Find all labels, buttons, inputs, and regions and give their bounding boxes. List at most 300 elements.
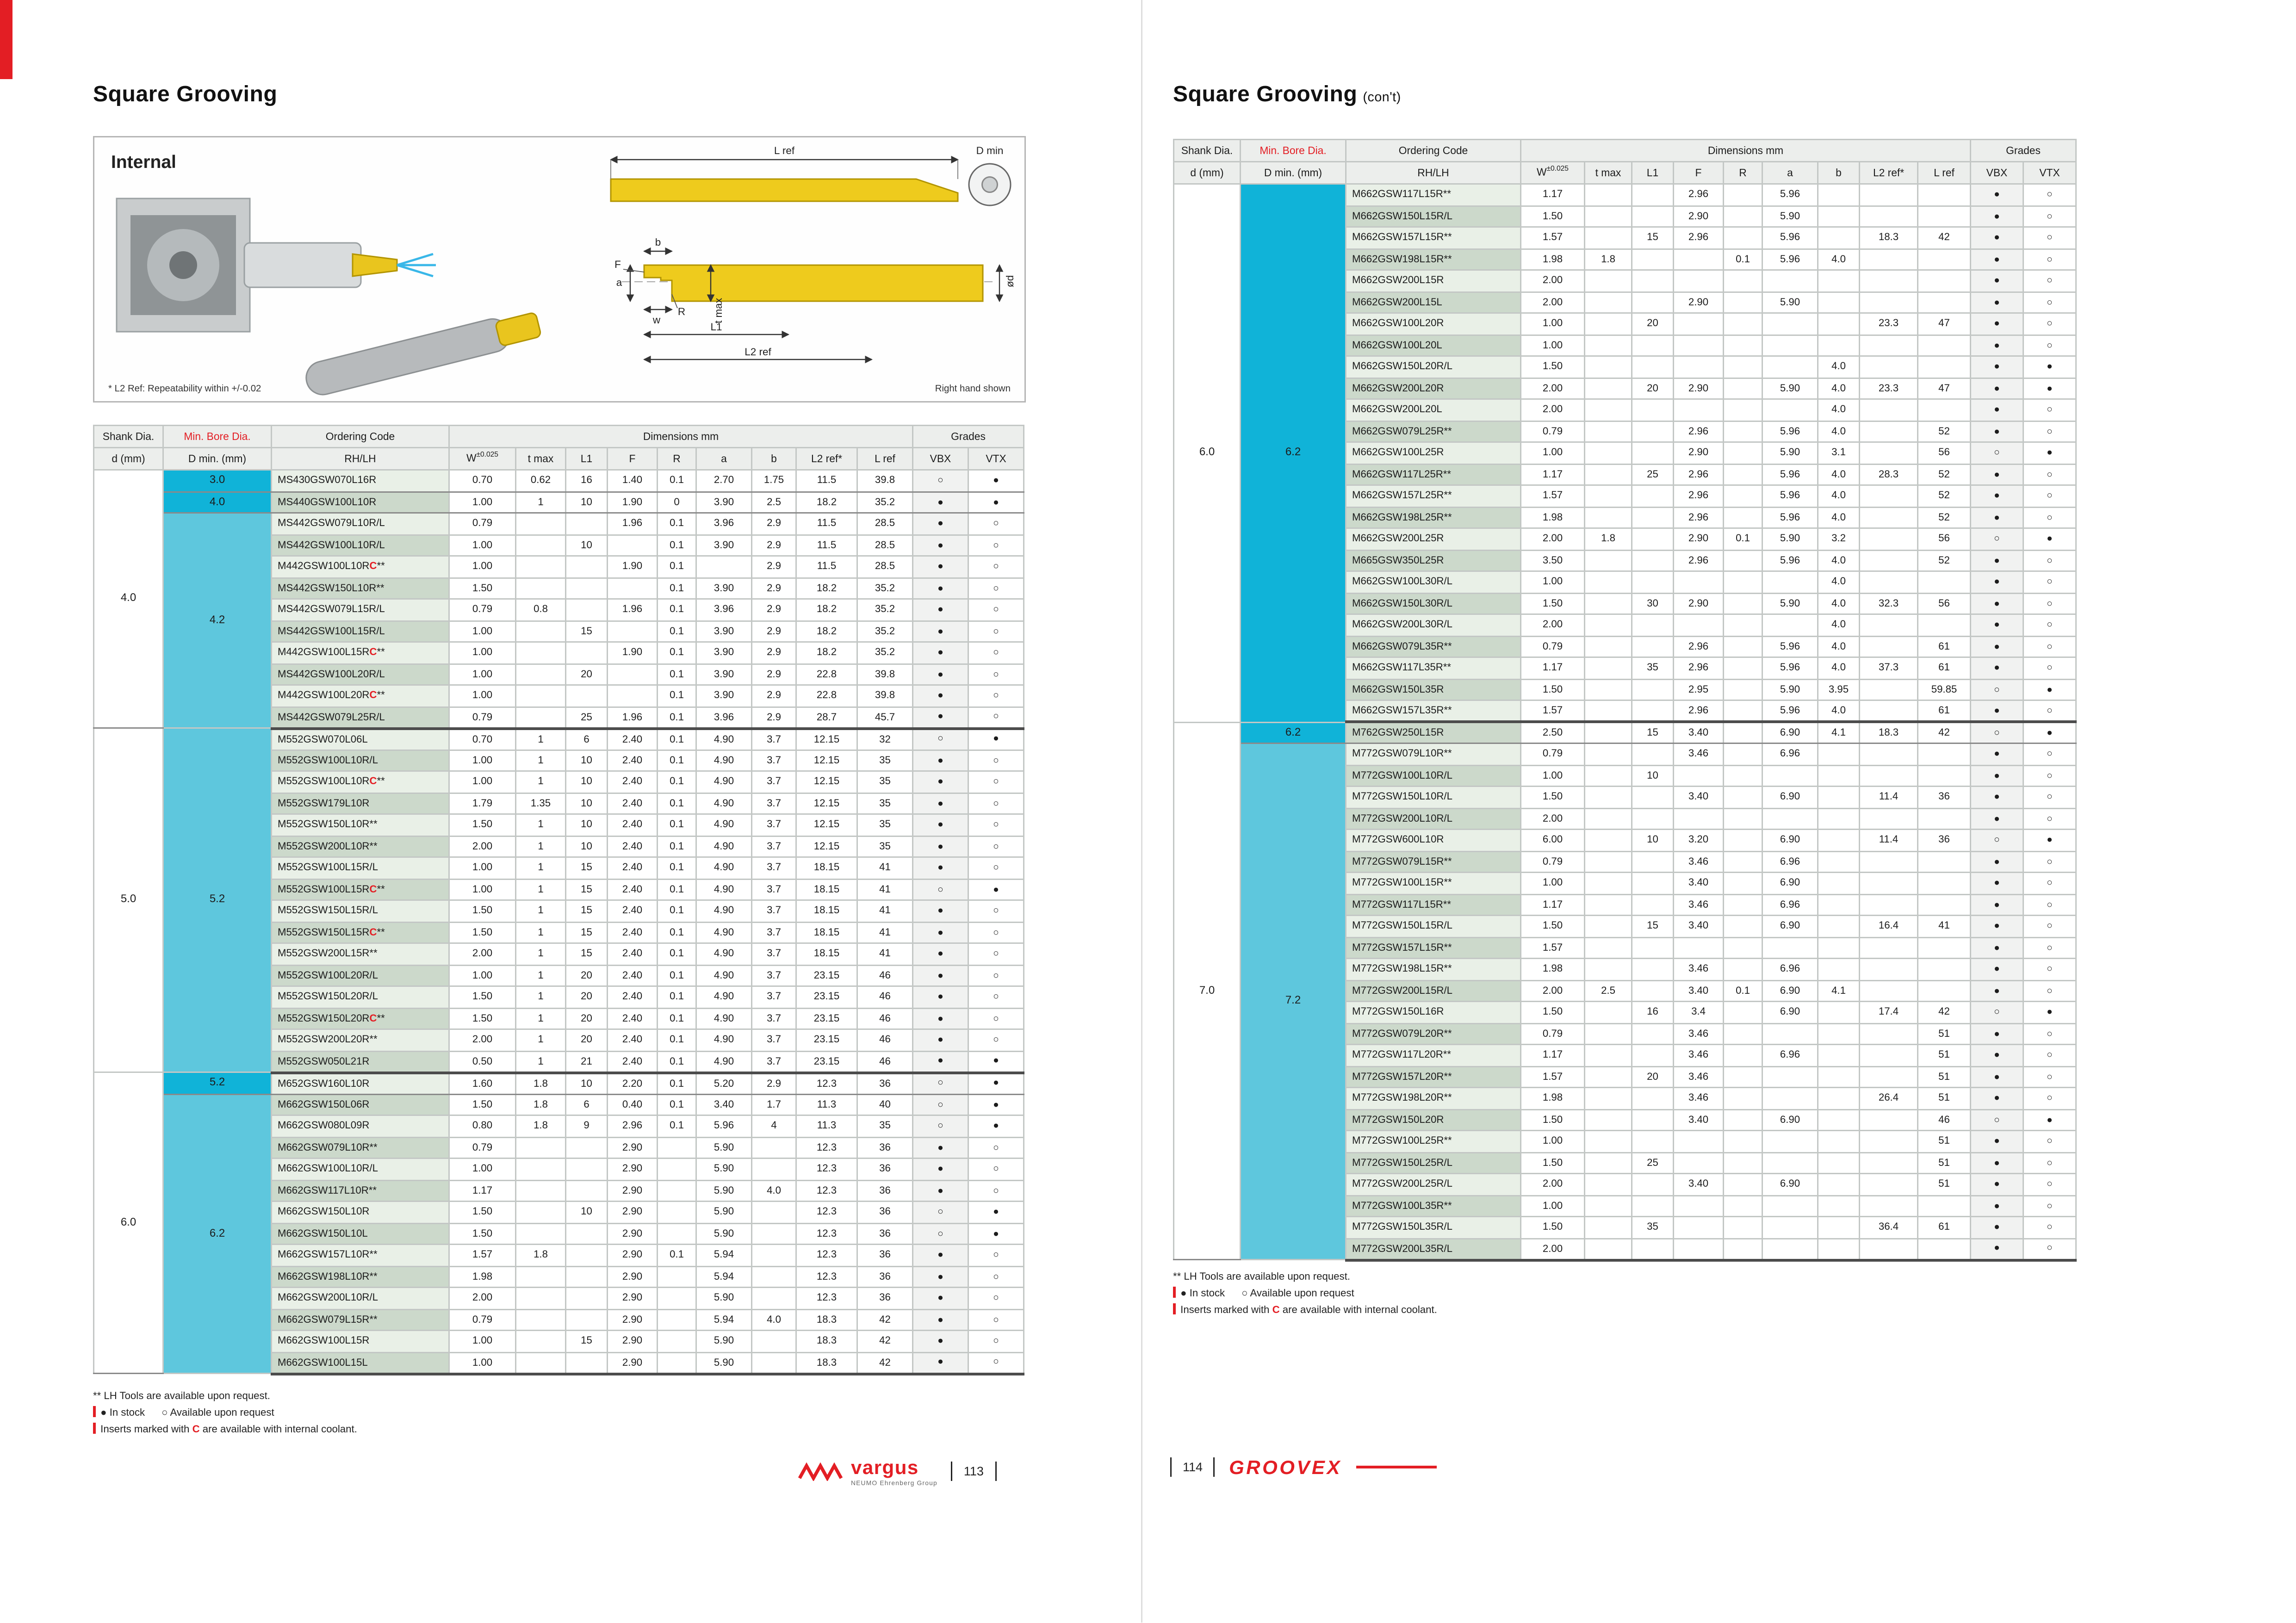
vargus-wordmark: vargus [851,1456,919,1478]
dim-cell: 2.96 [1674,421,1724,442]
dim-cell: 4.90 [696,750,752,771]
on-request-circle-icon: ○ [2047,599,2053,609]
dim-cell [1762,937,1818,959]
dim-cell [1860,873,1918,894]
vbx-grade-cell [913,771,968,793]
on-request-circle-icon: ○ [2047,470,2053,480]
dim-cell: 39.8 [857,685,913,707]
on-request-circle-icon: ○ [937,734,943,744]
dim-cell: 4.1 [1818,722,1860,743]
vbx-grade-cell [913,1072,968,1094]
vbx-grade-cell [913,879,968,900]
vbx-grade-cell [913,1223,968,1245]
dim-cell: 0.1 [658,620,696,642]
dim-cell [1632,894,1674,916]
dim-cell: 1.79 [449,793,516,814]
dim-cell: 2.40 [608,771,658,793]
dim-cell: 4.0 [1818,485,1860,507]
dim-cell: 3.7 [752,943,796,965]
dim-cell: 35 [1632,657,1674,679]
vtx-grade-cell [968,922,1024,943]
dim-cell: 6.96 [1762,743,1818,765]
dim-cell: 46 [857,1051,913,1072]
vbx-grade-cell [1971,722,2023,743]
in-stock-dot-icon: ● [937,971,943,981]
dim-cell: 2.9 [752,577,796,599]
vtx-grade-cell [2023,1131,2076,1152]
dim-cell: 0.79 [449,599,516,621]
in-stock-dot-icon: ● [1994,513,2000,523]
on-request-circle-icon: ○ [993,906,999,917]
dim-cell: 2.90 [608,1352,658,1374]
dim-cell [1724,765,1762,787]
dim-cell: 3.7 [752,965,796,986]
dim-cell: 1.8 [516,1245,566,1266]
vtx-grade-cell [2023,679,2076,700]
in-stock-dot-icon: ● [937,712,943,722]
on-request-circle-icon: ○ [937,1208,943,1218]
vbx-grade-cell [1971,550,2023,571]
dim-cell: 3.7 [752,857,796,879]
vbx-grade-cell [913,491,968,513]
dim-cell: 2.40 [608,1051,658,1072]
column-group-header: Grades [913,426,1024,448]
vbx-grade-cell [1971,851,2023,873]
vtx-grade-cell [2023,765,2076,787]
dim-cell [1762,1217,1818,1239]
dim-cell: 3.7 [752,1008,796,1029]
dim-cell [1632,851,1674,873]
vtx-grade-cell [968,793,1024,814]
dim-cell: 20 [566,1008,608,1029]
dim-cell [1762,335,1818,356]
dim-cell: 3.40 [1674,916,1724,937]
on-request-circle-icon: ○ [993,777,999,787]
on-request-circle-icon: ○ [1994,448,2000,458]
vtx-grade-cell [2023,980,2076,1002]
dim-cell: 1.00 [1521,313,1585,335]
dim-cell [1632,679,1674,700]
column-header: VTX [968,448,1024,470]
dim-cell: 0.1 [658,814,696,836]
vbx-grade-cell [913,1352,968,1374]
dim-cell [1674,1152,1724,1174]
dim-cell [1918,270,1971,292]
on-request-circle-icon: ○ [993,648,999,658]
shank-dia-cell: 4.0 [94,470,163,728]
dim-cell [1632,1195,1674,1217]
ordering-code-cell: M662GSW200L15L [1346,291,1521,313]
dim-cell: 1.00 [449,1352,516,1374]
dim-cell: 2.00 [1521,399,1585,421]
dim-cell: 5.90 [1762,679,1818,700]
dim-cell [1585,679,1632,700]
vbx-grade-cell [1971,636,2023,657]
dim-cell [1918,356,1971,378]
dim-cell [1632,1045,1674,1066]
dim-cell [1818,1002,1860,1023]
ordering-code-cell: M772GSW100L35R** [1346,1195,1521,1217]
ordering-code-cell: M662GSW150L35R [1346,679,1521,700]
dim-cell [1632,1109,1674,1131]
dim-cell: 1.50 [1521,916,1585,937]
vtx-grade-cell [2023,657,2076,679]
dim-cell: 5.20 [696,1072,752,1094]
on-request-circle-icon: ○ [993,1143,999,1153]
dim-cell: 35 [857,836,913,857]
vbx-grade-cell [913,750,968,771]
ordering-code-cell: M552GSW150L20RC** [272,1008,449,1029]
vbx-grade-cell [913,965,968,986]
dim-cell: 6 [566,728,608,750]
dim-cell [1585,1002,1632,1023]
on-request-circle-icon: ○ [993,756,999,766]
footnote-lh-tools: ** LH Tools are available upon request. [93,1389,270,1402]
on-request-circle-icon: ○ [993,605,999,615]
ordering-code-cell: M662GSW117L35R** [1346,657,1521,679]
dim-cell: 0.1 [658,857,696,879]
on-request-circle-icon: ○ [2047,1029,2053,1039]
dim-cell: 12.3 [796,1072,857,1094]
dim-cell: 36 [857,1158,913,1180]
vargus-subtext: NEUMO Ehrenberg Group [851,1479,937,1486]
in-stock-dot-icon: ● [937,1294,943,1304]
dim-cell: 0.70 [449,728,516,750]
ordering-code-cell: M662GSW150L30R/L [1346,593,1521,614]
dim-cell [752,1245,796,1266]
on-request-circle-icon: ○ [2047,620,2053,631]
dim-cell: 3.90 [696,663,752,685]
dim-cell [1585,356,1632,378]
in-stock-dot-icon: ● [1994,384,2000,394]
dim-cell: 18.2 [796,577,857,599]
column-header: VBX [913,448,968,470]
ordering-code-cell: M662GSW198L15R** [1346,248,1521,270]
dim-cell [1585,335,1632,356]
dim-cell [752,1266,796,1288]
dim-cell [1632,700,1674,722]
dim-cell [658,1266,696,1288]
dim-cell: 0.1 [658,793,696,814]
on-request-circle-icon: ○ [937,1100,943,1110]
vbx-grade-cell [1971,270,2023,292]
column-group-header: Shank Dia. [1174,140,1241,162]
dim-cell: 1.8 [1585,248,1632,270]
dim-cell: 26.4 [1860,1088,1918,1109]
column-header: L2 ref* [796,448,857,470]
dim-cell: 0.79 [1521,743,1585,765]
dim-cell [1632,205,1674,227]
in-stock-dot-icon: ● [1994,986,2000,996]
dim-cell [1860,1195,1918,1217]
dim-cell [1632,937,1674,959]
ordering-code-cell: M772GSW198L15R** [1346,959,1521,980]
dim-cell [1724,851,1762,873]
ordering-code-cell: M665GSW350L25R [1346,550,1521,571]
dim-cell [1632,550,1674,571]
dim-cell: 1.50 [449,900,516,922]
dim-cell [1724,1238,1762,1260]
dim-cell: 2.00 [1521,980,1585,1002]
dim-cell [1585,873,1632,894]
ordering-code-cell: M772GSW600L10R [1346,830,1521,851]
column-header: L1 [1632,162,1674,184]
dim-cell [1724,657,1762,679]
vtx-grade-cell [968,1352,1024,1374]
dim-cell: 18.15 [796,857,857,879]
dim-cell: 0.1 [658,1245,696,1266]
dim-cell: 4.90 [696,1008,752,1029]
dim-cell: 10 [566,491,608,513]
ordering-code-cell: M552GSW150L20R/L [272,986,449,1008]
dim-cell: 11.5 [796,534,857,556]
table-row [1174,722,2076,743]
on-request-circle-icon: ○ [2047,986,2053,996]
ordering-code-cell: M662GSW100L20R [1346,313,1521,335]
ordering-code-cell: M662GSW200L25R [1346,528,1521,550]
vbx-grade-cell [913,663,968,685]
dim-cell: 1.50 [1521,593,1585,614]
dim-cell [1585,291,1632,313]
dim-cell: 28.5 [857,534,913,556]
dim-cell: 6.90 [1762,787,1818,808]
on-request-circle-icon: ○ [993,626,999,637]
table-row [94,1094,1024,1115]
in-stock-dot-icon: ● [937,1315,943,1325]
dim-cell: 1.50 [449,814,516,836]
vbx-grade-cell [913,470,968,492]
dim-cell: 47 [1918,378,1971,399]
dim-cell [1724,1131,1762,1152]
ordering-code-cell: M772GSW157L15R** [1346,937,1521,959]
dim-cell: 1.90 [608,642,658,664]
dim-cell: 2.90 [608,1180,658,1202]
dim-cell: 3.90 [696,642,752,664]
vbx-grade-cell [913,599,968,621]
bore-dia-cell: 4.0 [163,491,272,513]
dim-cell [1860,894,1918,916]
dim-cell [1724,916,1762,937]
dim-cell: 2.90 [1674,205,1724,227]
dim-cell: 10 [566,750,608,771]
dim-cell [1585,184,1632,206]
dim-cell: 1 [516,922,566,943]
dim-cell [1762,765,1818,787]
vtx-grade-cell [2023,959,2076,980]
ordering-code-cell: M552GSW179L10R [272,793,449,814]
dim-cell: 28.3 [1860,464,1918,485]
ordering-code-cell: M772GSW157L20R** [1346,1066,1521,1088]
dim-cell [658,1309,696,1331]
dim-cell: 2.40 [608,857,658,879]
dim-cell: 5.90 [696,1137,752,1158]
in-stock-dot-icon: ● [1994,211,2000,222]
dim-cell [1585,313,1632,335]
dim-cell: 3.2 [1818,528,1860,550]
diagram-heading: Internal [111,151,176,172]
vargus-logo [798,1457,937,1486]
column-group-header: Ordering Code [272,426,449,448]
dim-cell: 4 [752,1115,796,1137]
dim-cell [1632,787,1674,808]
vbx-grade-cell [1971,378,2023,399]
vtx-grade-cell [2023,916,2076,937]
dim-cell [1860,1131,1918,1152]
dim-cell [1918,873,1971,894]
dim-cell [1632,614,1674,636]
dim-cell: 2.40 [608,1029,658,1051]
dim-cell: 41 [857,879,913,900]
ordering-code-cell: M772GSW200L25R/L [1346,1174,1521,1196]
dim-cell: 1.57 [1521,227,1585,249]
ordering-code-cell: M662GSW150L06R [272,1094,449,1115]
vtx-grade-cell [968,1331,1024,1352]
dim-cell: 39.8 [857,663,913,685]
dim-cell: 4.0 [1818,399,1860,421]
vtx-grade-cell [2023,1002,2076,1023]
vbx-grade-cell [913,1008,968,1029]
dim-cell: 2.90 [608,1137,658,1158]
dim-cell [1918,571,1971,593]
vbx-grade-cell [1971,1131,2023,1152]
dim-cell: 46 [1918,1109,1971,1131]
dim-cell: 6.90 [1762,916,1818,937]
dim-cell: 1.8 [516,1115,566,1137]
dim-cell: 2.90 [1674,528,1724,550]
ordering-code-cell: M662GSW150L10R [272,1202,449,1223]
top-view [611,145,958,201]
dim-cell: 6.96 [1762,959,1818,980]
dim-cell [1632,528,1674,550]
dim-cell: 3.7 [752,836,796,857]
dim-cell: 5.96 [1762,636,1818,657]
vtx-grade-cell [2023,1152,2076,1174]
dim-cell [1762,808,1818,830]
dim-cell: 4.90 [696,857,752,879]
dim-cell: 4.90 [696,900,752,922]
dim-cell: 2.90 [1674,442,1724,464]
dim-cell [1860,808,1918,830]
dim-cell: 18.2 [796,642,857,664]
dim-cell: 2.00 [1521,270,1585,292]
dim-cell [1674,1238,1724,1260]
dim-cell [1585,421,1632,442]
dim-cell: 2.96 [608,1115,658,1137]
dim-cell: 23.15 [796,965,857,986]
dim-cell: 1.50 [449,1008,516,1029]
ordering-code-cell: MS442GSW079L10R/L [272,513,449,535]
in-stock-dot-icon: ● [1994,1094,2000,1104]
dim-cell [566,599,608,621]
bore-dia-cell: 6.2 [163,1094,272,1374]
dim-cell: 36 [1918,787,1971,808]
table-row [1174,743,2076,765]
dim-cell: 4.0 [1818,657,1860,679]
dim-cell [1724,378,1762,399]
dim-cell [1918,291,1971,313]
dim-cell: 5.96 [1762,550,1818,571]
dim-cell [1632,873,1674,894]
vbx-grade-cell [913,685,968,707]
in-stock-dot-icon: ● [937,1337,943,1347]
dim-cell: 0.1 [658,943,696,965]
vbx-grade-cell [1971,1152,2023,1174]
dim-cell [1860,291,1918,313]
bore-dia-cell: 4.2 [163,513,272,728]
dim-cell: 2.40 [608,922,658,943]
dim-cell [1724,356,1762,378]
vtx-grade-cell [2023,700,2076,722]
dim-cell [1724,335,1762,356]
dim-cell: 0.1 [658,879,696,900]
dim-cell: 23.3 [1860,313,1918,335]
dim-cell [1585,227,1632,249]
dim-cell [1674,313,1724,335]
dim-cell: 15 [566,857,608,879]
dim-cell: 3.46 [1674,1023,1724,1045]
in-stock-dot-icon: ● [1994,943,2000,953]
dim-cell: 15 [1632,227,1674,249]
dim-cell [1585,894,1632,916]
dim-cell: 15 [566,879,608,900]
vbx-grade-cell [913,1245,968,1266]
dim-cell [1632,1023,1674,1045]
dim-cell [1674,356,1724,378]
in-stock-dot-icon: ● [1994,1244,2000,1254]
vbx-grade-cell [1971,1088,2023,1109]
dim-cell [1674,614,1724,636]
dim-cell: 45.7 [857,706,913,728]
vtx-grade-cell [2023,399,2076,421]
dim-cell: 3.90 [696,491,752,513]
ordering-code-cell: MS442GSW079L25R/L [272,706,449,728]
red-bar-icon [93,1406,96,1417]
dim-cell: 0.70 [449,470,516,492]
vbx-grade-cell [1971,356,2023,378]
dim-cell: 35.2 [857,577,913,599]
ordering-code-cell: M552GSW200L20R** [272,1029,449,1051]
dim-cell: 1.50 [449,922,516,943]
dim-cell [1585,1066,1632,1088]
dim-cell: 3.40 [696,1094,752,1115]
on-request-circle-icon: ○ [2047,319,2053,329]
bore-dia-cell: 6.2 [1241,184,1346,722]
dim-cell: 0.79 [1521,851,1585,873]
dim-cell [516,663,566,685]
dim-cell: 0.1 [658,534,696,556]
vbx-grade-cell [913,1137,968,1158]
dim-cell [1585,1174,1632,1196]
in-stock-dot-icon: ● [2047,685,2053,695]
dim-cell: 1.75 [752,470,796,492]
dim-cell [1585,1023,1632,1045]
on-request-circle-icon: ○ [2047,1223,2053,1233]
bore-dia-cell: 5.2 [163,1072,272,1094]
dim-cell [658,1223,696,1245]
dim-label-dmin: D min [976,145,1004,156]
vbx-grade-cell [1971,894,2023,916]
dim-cell: 35 [857,750,913,771]
dim-cell [1724,1152,1762,1174]
column-header: b [1818,162,1860,184]
dim-cell: 2.40 [608,750,658,771]
vtx-grade-cell [2023,1174,2076,1196]
dim-cell: 52 [1918,507,1971,528]
dim-cell: 0.1 [658,771,696,793]
dim-cell: 15 [566,943,608,965]
dim-cell: 18.2 [796,491,857,513]
dim-cell [516,1158,566,1180]
